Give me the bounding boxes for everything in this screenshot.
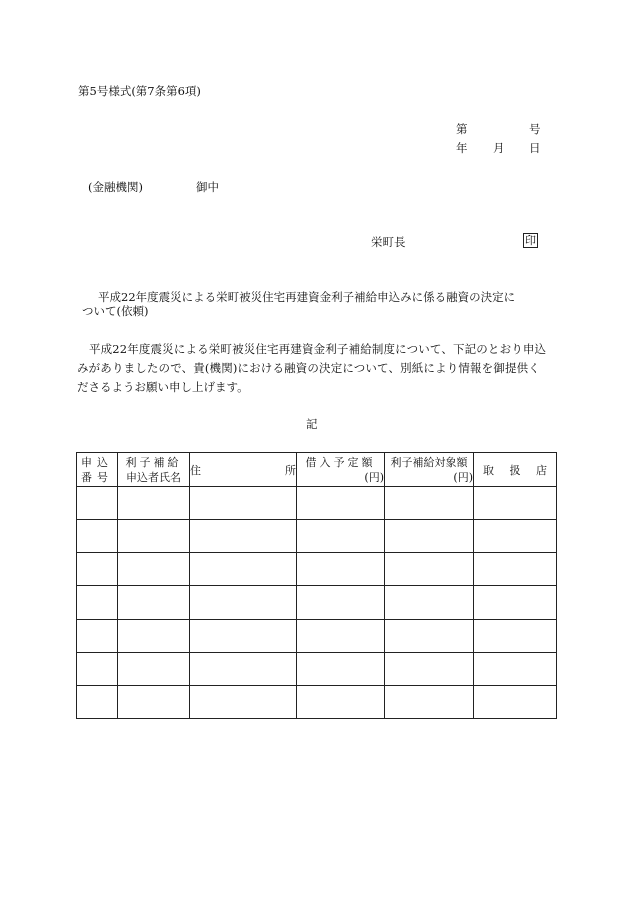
note-heading: 記	[306, 417, 318, 431]
table-row	[77, 586, 557, 619]
header-application-number: 申込 番号	[77, 453, 118, 487]
address-cell[interactable]	[190, 685, 297, 718]
subject-line-1: 平成22年度震災による栄町被災住宅再建資金利子補給申込みに係る融資の決定に	[98, 290, 516, 304]
table-row	[77, 520, 557, 553]
table-row	[77, 553, 557, 586]
body-line-2: みがありましたので、貴(機関)における融資の決定について、別紙により情報を御提供く	[77, 361, 540, 375]
body-line-1: 平成22年度震災による栄町被災住宅再建資金利子補給制度について、下記のとおり申込	[89, 342, 547, 356]
applicant-name-cell[interactable]	[118, 652, 190, 685]
applicant-name-cell[interactable]	[118, 553, 190, 586]
planned-loan-amount-cell[interactable]	[297, 619, 385, 652]
application-number-cell[interactable]	[77, 553, 118, 586]
branch-cell[interactable]	[474, 685, 557, 718]
table-row	[77, 487, 557, 520]
document-number-suffix: 号	[529, 122, 541, 136]
seal-stamp: 印	[525, 234, 536, 247]
subsidy-amount-cell[interactable]	[385, 586, 474, 619]
header-subsidy-amount: 利子補給対象額 (円)	[385, 453, 474, 487]
subsidy-amount-cell[interactable]	[385, 553, 474, 586]
sender-title: 栄町長	[371, 235, 406, 249]
subsidy-amount-cell[interactable]	[385, 619, 474, 652]
branch-cell[interactable]	[474, 553, 557, 586]
planned-loan-amount-cell[interactable]	[297, 685, 385, 718]
address-cell[interactable]	[190, 619, 297, 652]
addressee-honorific: 御中	[196, 180, 219, 194]
applicant-name-cell[interactable]	[118, 685, 190, 718]
subsidy-amount-cell[interactable]	[385, 520, 474, 553]
branch-cell[interactable]	[474, 652, 557, 685]
document-number-prefix: 第	[456, 122, 468, 136]
date-year-label: 年	[456, 141, 468, 155]
application-number-cell[interactable]	[77, 619, 118, 652]
address-cell[interactable]	[190, 586, 297, 619]
header-branch: 取 扱 店	[474, 453, 557, 487]
planned-loan-amount-cell[interactable]	[297, 586, 385, 619]
branch-cell[interactable]	[474, 487, 557, 520]
applicant-name-cell[interactable]	[118, 487, 190, 520]
application-table	[76, 452, 557, 719]
subsidy-amount-cell[interactable]	[385, 652, 474, 685]
addressee-name: (金融機関)	[88, 180, 143, 194]
address-cell[interactable]	[190, 652, 297, 685]
header-planned-loan-amount: 借入予定額 (円)	[297, 453, 385, 487]
applicant-name-cell[interactable]	[118, 586, 190, 619]
planned-loan-amount-cell[interactable]	[297, 652, 385, 685]
subsidy-amount-cell[interactable]	[385, 685, 474, 718]
branch-cell[interactable]	[474, 619, 557, 652]
subsidy-amount-cell[interactable]	[385, 487, 474, 520]
header-applicant-name: 利子補給 申込者氏名	[118, 453, 190, 487]
planned-loan-amount-cell[interactable]	[297, 520, 385, 553]
header-address: 住 所	[190, 453, 297, 487]
address-cell[interactable]	[190, 553, 297, 586]
application-number-cell[interactable]	[77, 586, 118, 619]
table-row	[77, 685, 557, 718]
application-number-cell[interactable]	[77, 487, 118, 520]
table-row	[77, 652, 557, 685]
table-header-row	[77, 453, 557, 487]
application-number-cell[interactable]	[77, 685, 118, 718]
applicant-name-cell[interactable]	[118, 520, 190, 553]
branch-cell[interactable]	[474, 586, 557, 619]
planned-loan-amount-cell[interactable]	[297, 553, 385, 586]
planned-loan-amount-cell[interactable]	[297, 487, 385, 520]
application-number-cell[interactable]	[77, 652, 118, 685]
branch-cell[interactable]	[474, 520, 557, 553]
applicant-name-cell[interactable]	[118, 619, 190, 652]
address-cell[interactable]	[190, 487, 297, 520]
form-number: 第5号様式(第7条第6項)	[78, 84, 201, 98]
date-day-label: 日	[529, 141, 541, 155]
body-line-3: ださるようお願い申し上げます。	[77, 380, 249, 394]
address-cell[interactable]	[190, 520, 297, 553]
date-month-label: 月	[493, 141, 505, 155]
subject-line-2: ついて(依頼)	[82, 304, 149, 318]
application-number-cell[interactable]	[77, 520, 118, 553]
table-row	[77, 619, 557, 652]
